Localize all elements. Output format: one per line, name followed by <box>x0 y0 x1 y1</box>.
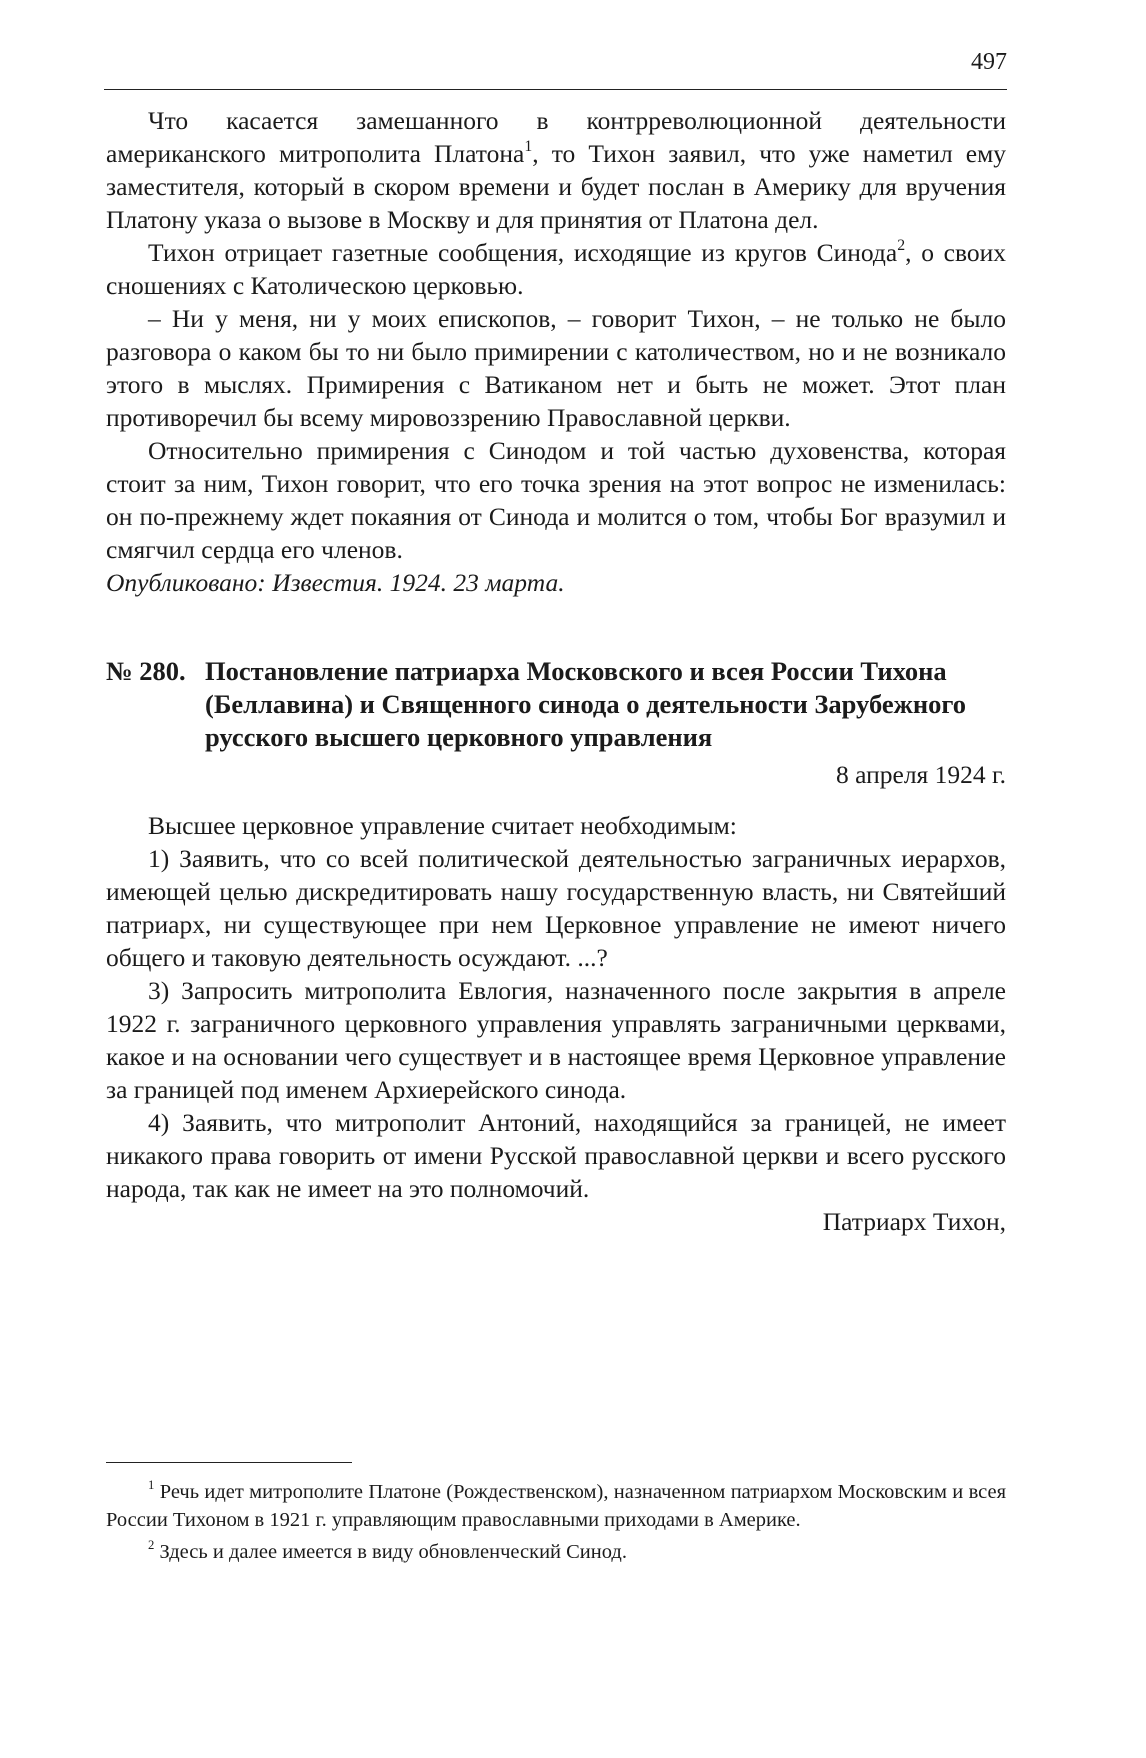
page-number: 497 <box>971 49 1007 75</box>
footnote-mark: 1 <box>148 1478 155 1493</box>
footnote-text: Речь идет митрополите Платоне (Рождественском), назначенном патриархом Московским и всея России Тихоном в 1921 г. управляющим православными приходами в Америке. <box>106 1481 1007 1531</box>
document-heading <box>106 655 1006 754</box>
footnote-rule <box>106 1462 352 1463</box>
footnote-ref-2: 2 <box>897 236 906 254</box>
document-paragraph: Высшее церковное управление считает необходимым: <box>148 811 737 840</box>
footnote <box>106 1478 1006 1534</box>
footnote-mark: 2 <box>148 1538 155 1553</box>
paragraph-text: Что касается замешанного в контрреволюционной деятельности американского митрополита Платона <box>106 106 1006 168</box>
footnote <box>106 1538 1006 1566</box>
main-text <box>106 104 1006 1238</box>
document-paragraph: 3) Запросить митрополита Евлогия, назначенного после закрытия в апреле 1922 г. заграничного церковного управления управлять заграничными церквами, какое и на основании чего существует и в настоящее время Церковное управление за границей под именем Архиерейского синода. <box>106 976 1006 1104</box>
paragraph-text: Тихон отрицает газетные сообщения, исходящие из кругов Синода <box>148 238 898 267</box>
paragraph-text-cont: , то Тихон заявил, что уже наметил ему заместителя, который в скором времени и будет послан в Америку для вручения Платону указа о вызове в Москву и для принятия от Платона дел. <box>106 139 1007 234</box>
footnote-text: Здесь и далее имеется в виду обновленческий Синод. <box>159 1541 627 1563</box>
paragraph-tikhon-quote <box>106 302 1006 434</box>
paragraph-platon <box>106 104 1006 236</box>
header-rule <box>104 89 1007 90</box>
paragraph-text: – Ни у меня, ни у моих епископов, – говорит Тихон, – не только не было разговора о каком бы то ни было примирении с католичеством, но и не возникало этого в мыслях. Примирения с Ватиканом нет и быть не может. Этот план противоречил бы всему мировоззрению Православной церкви. <box>106 304 1006 432</box>
spacer <box>106 791 1006 809</box>
source-note: Опубликовано: Известия. 1924. 23 марта. <box>106 568 565 597</box>
footnote-ref-1: 1 <box>524 137 533 155</box>
paragraph-text-cont: , о своих сношениях с Католическою церковью. <box>106 238 1006 300</box>
paragraph-text: Относительно примирения с Синодом и той частью духовенства, которая стоит за ним, Тихон говорит, что его точка зрения на этот вопрос не изменилась: он по-прежнему ждет покаяния от Синода и молится о том, чтобы Бог вразумил и смягчил сердца его членов. <box>106 436 1006 564</box>
paragraph-reconciliation <box>106 434 1006 566</box>
document-title: Постановление патриарха Московского и всея России Тихона (Беллавина) и Священного синода о деятельности Зарубежного русского высшего церковного управления <box>205 656 966 752</box>
document-paragraph: 1) Заявить, что со всей политической деятельностью заграничных иерархов, имеющей целью дискредитировать нашу государственную власть, ни Святейший патриарх, ни существующее при нем Церковное управление не имеют ничего общего и таковую деятельность осуждают. ...? <box>106 844 1006 972</box>
document-date: 8 апреля 1924 г. <box>836 760 1006 789</box>
document-paragraph: 4) Заявить, что митрополит Антоний, находящийся за границей, не имеет никакого права говорить от имени Русской православной церкви и всего русского народа, так как не имеет на это полномочий. <box>106 1108 1006 1203</box>
signature: Патриарх Тихон, <box>822 1207 1006 1236</box>
document-number: № 280. <box>106 656 186 686</box>
footnotes <box>106 1478 1006 1566</box>
paragraph-synod-reports <box>106 236 1006 302</box>
